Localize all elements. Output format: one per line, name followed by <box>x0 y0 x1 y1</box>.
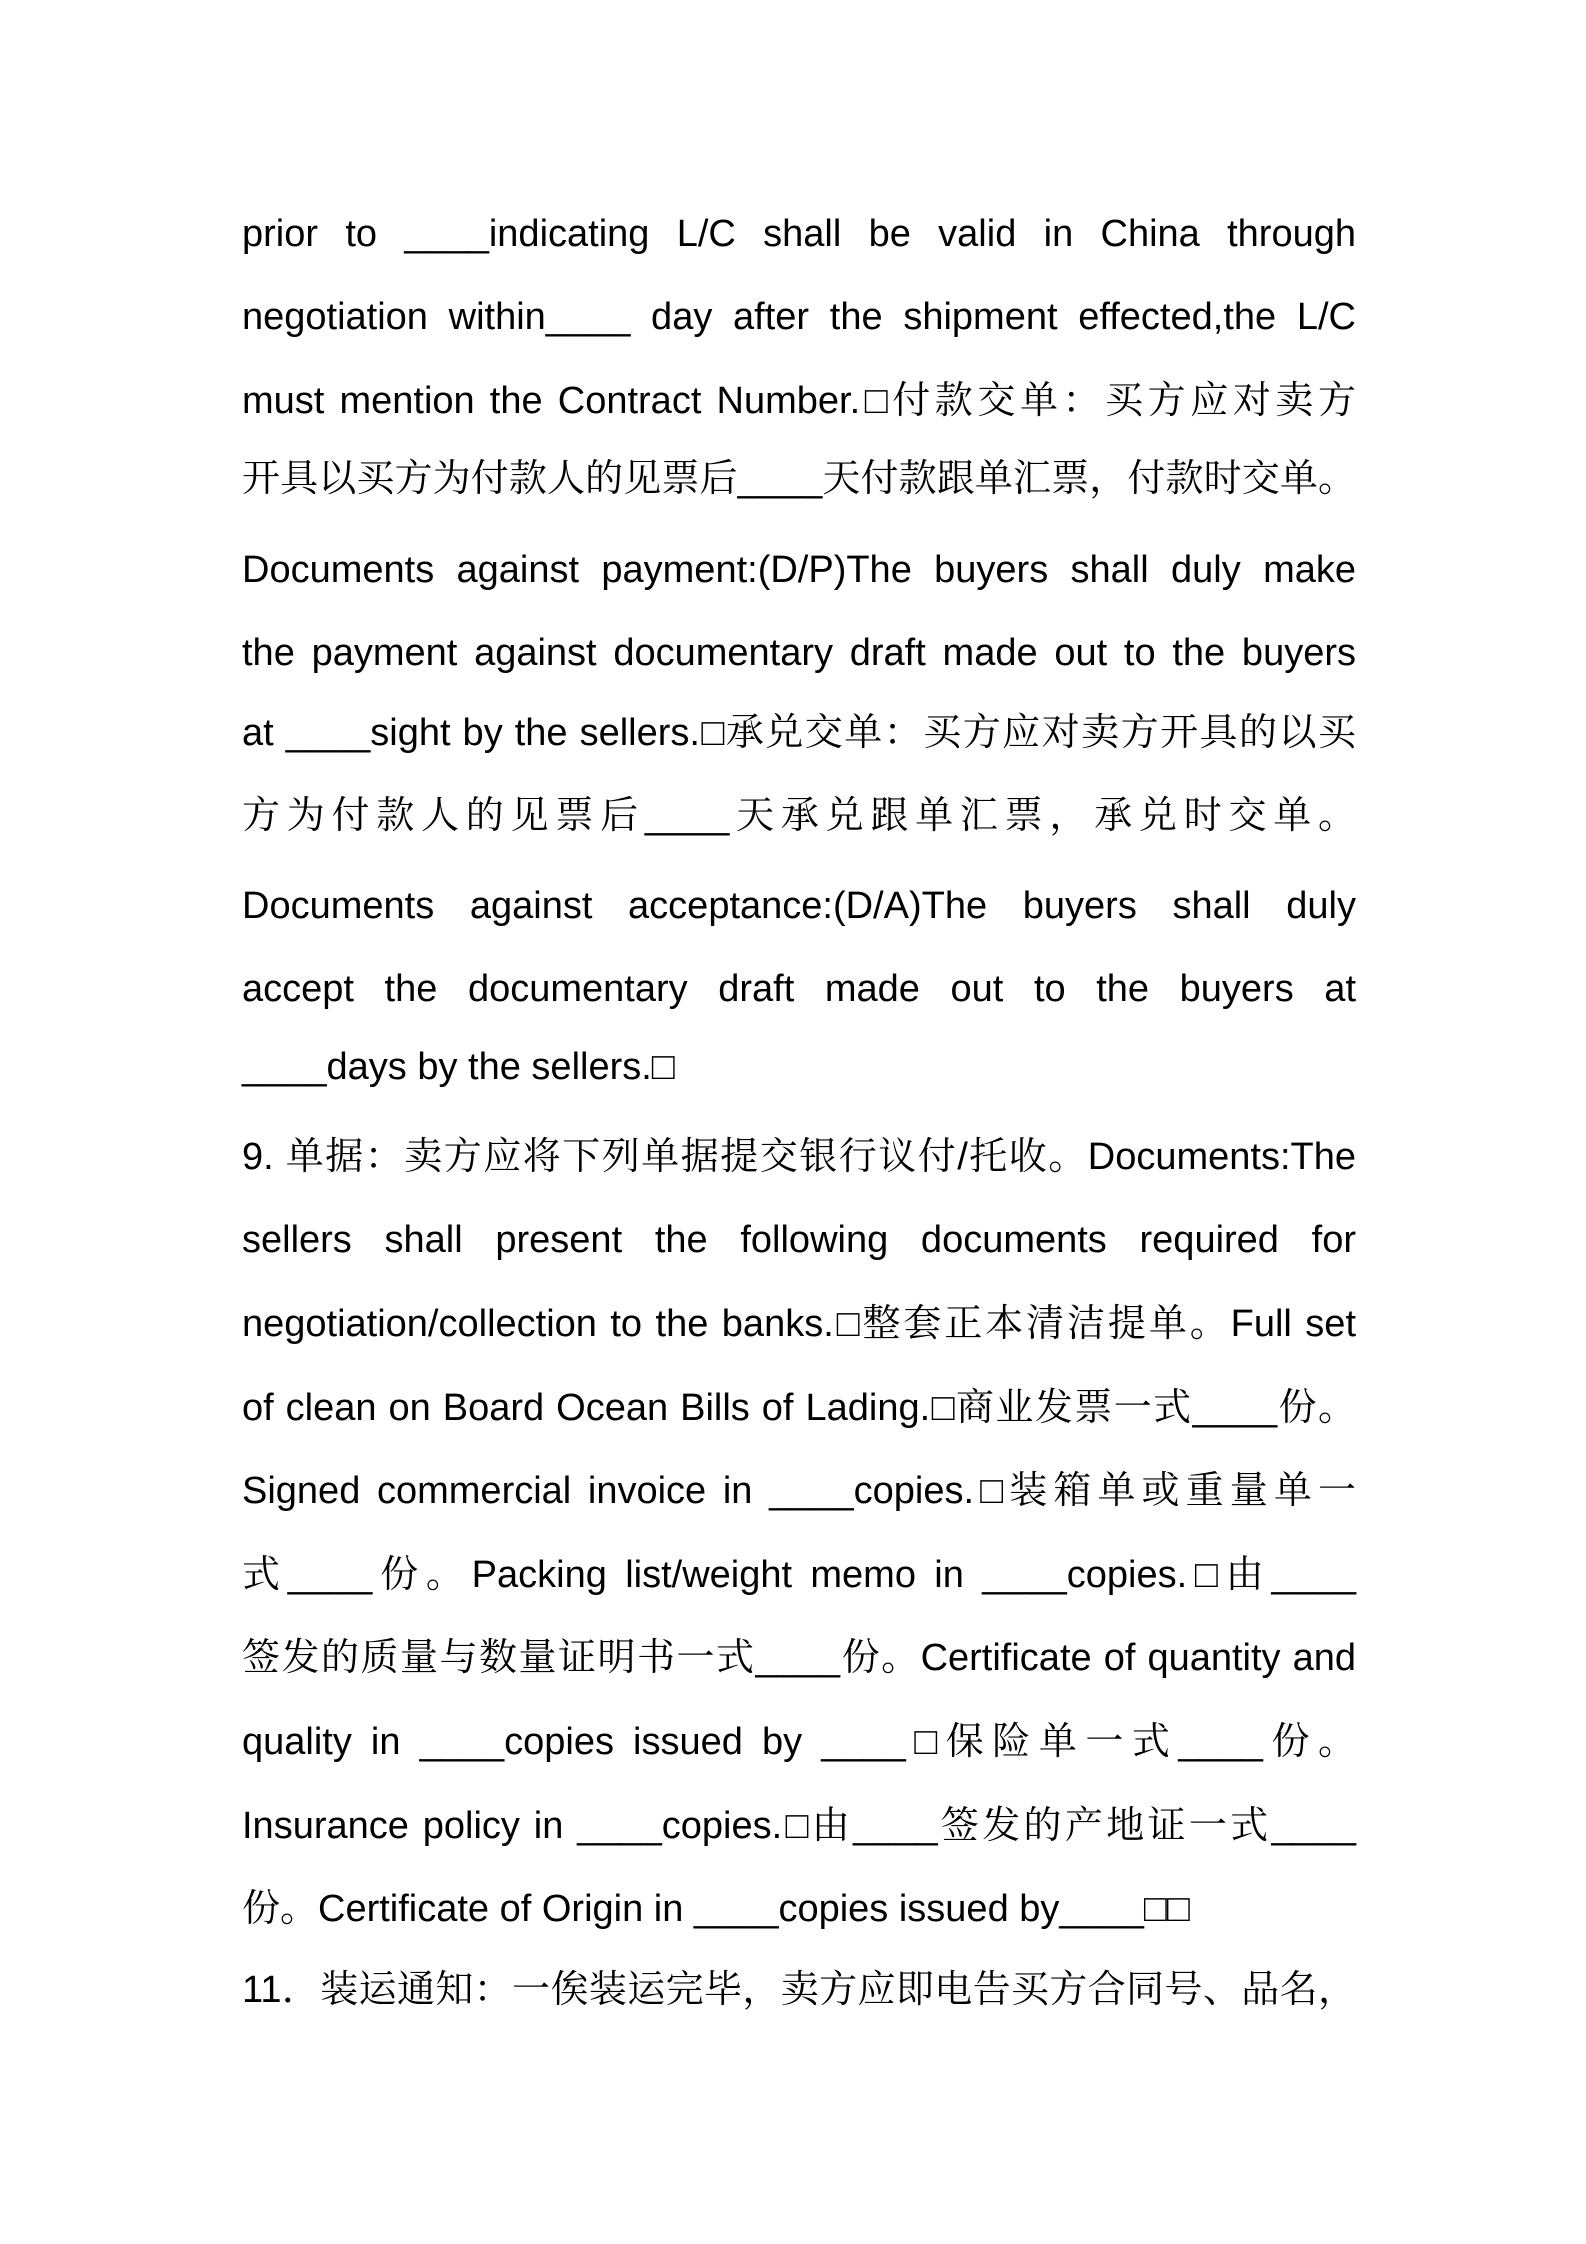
text-line: quality in ____copies issued by ____□保险单一式____份。 <box>242 1721 1356 1763</box>
text-line: 式____份。Packing list/weight memo in ____copies.□由____ <box>242 1554 1356 1596</box>
text-line: 开具以买方为付款人的见票后____天付款跟单汇票，付款时交单。 <box>242 458 1356 500</box>
text-line: Insurance policy in ____copies.□由____签发的产地证一式____ <box>242 1805 1356 1847</box>
text-line: 份。Certificate of Origin in ____copies issued by____□□ <box>242 1888 1190 1930</box>
text-line: 方为付款人的见票后____天承兑跟单汇票，承兑时交单。 <box>242 795 1356 837</box>
text-line: 签发的质量与数量证明书一式____份。Certificate of quantity and <box>242 1637 1356 1679</box>
text-line: 11．装运通知：一俟装运完毕，卖方应即电告买方合同号、品名， <box>242 1969 1356 2011</box>
text-line: Documents against acceptance:(D/A)The buyers shall duly <box>242 885 1356 927</box>
text-line: at ____sight by the sellers.□承兑交单：买方应对卖方开具的以买 <box>242 712 1356 754</box>
text-line: prior to ____indicating L/C shall be valid in China through <box>242 213 1356 255</box>
text-line: accept the documentary draft made out to the buyers at <box>242 968 1356 1010</box>
text-line: the payment against documentary draft made out to the buyers <box>242 632 1356 674</box>
text-line: Signed commercial invoice in ____copies.□装箱单或重量单一 <box>242 1470 1356 1512</box>
text-line: negotiation within____ day after the shipment effected,the L/C <box>242 296 1356 338</box>
text-line: must mention the Contract Number.□付款交单：买方应对卖方 <box>242 380 1356 422</box>
text-line: ____days by the sellers.□ <box>242 1046 675 1088</box>
text-line: 9. 单据：卖方应将下列单据提交银行议付/托收。Documents:The <box>242 1136 1356 1178</box>
text-line: negotiation/collection to the banks.□整套正本清洁提单。Full set <box>242 1303 1356 1345</box>
text-line: Documents against payment:(D/P)The buyers shall duly make <box>242 549 1356 591</box>
text-line: sellers shall present the following documents required for <box>242 1219 1356 1261</box>
text-line: of clean on Board Ocean Bills of Lading.□商业发票一式____份。 <box>242 1387 1356 1429</box>
